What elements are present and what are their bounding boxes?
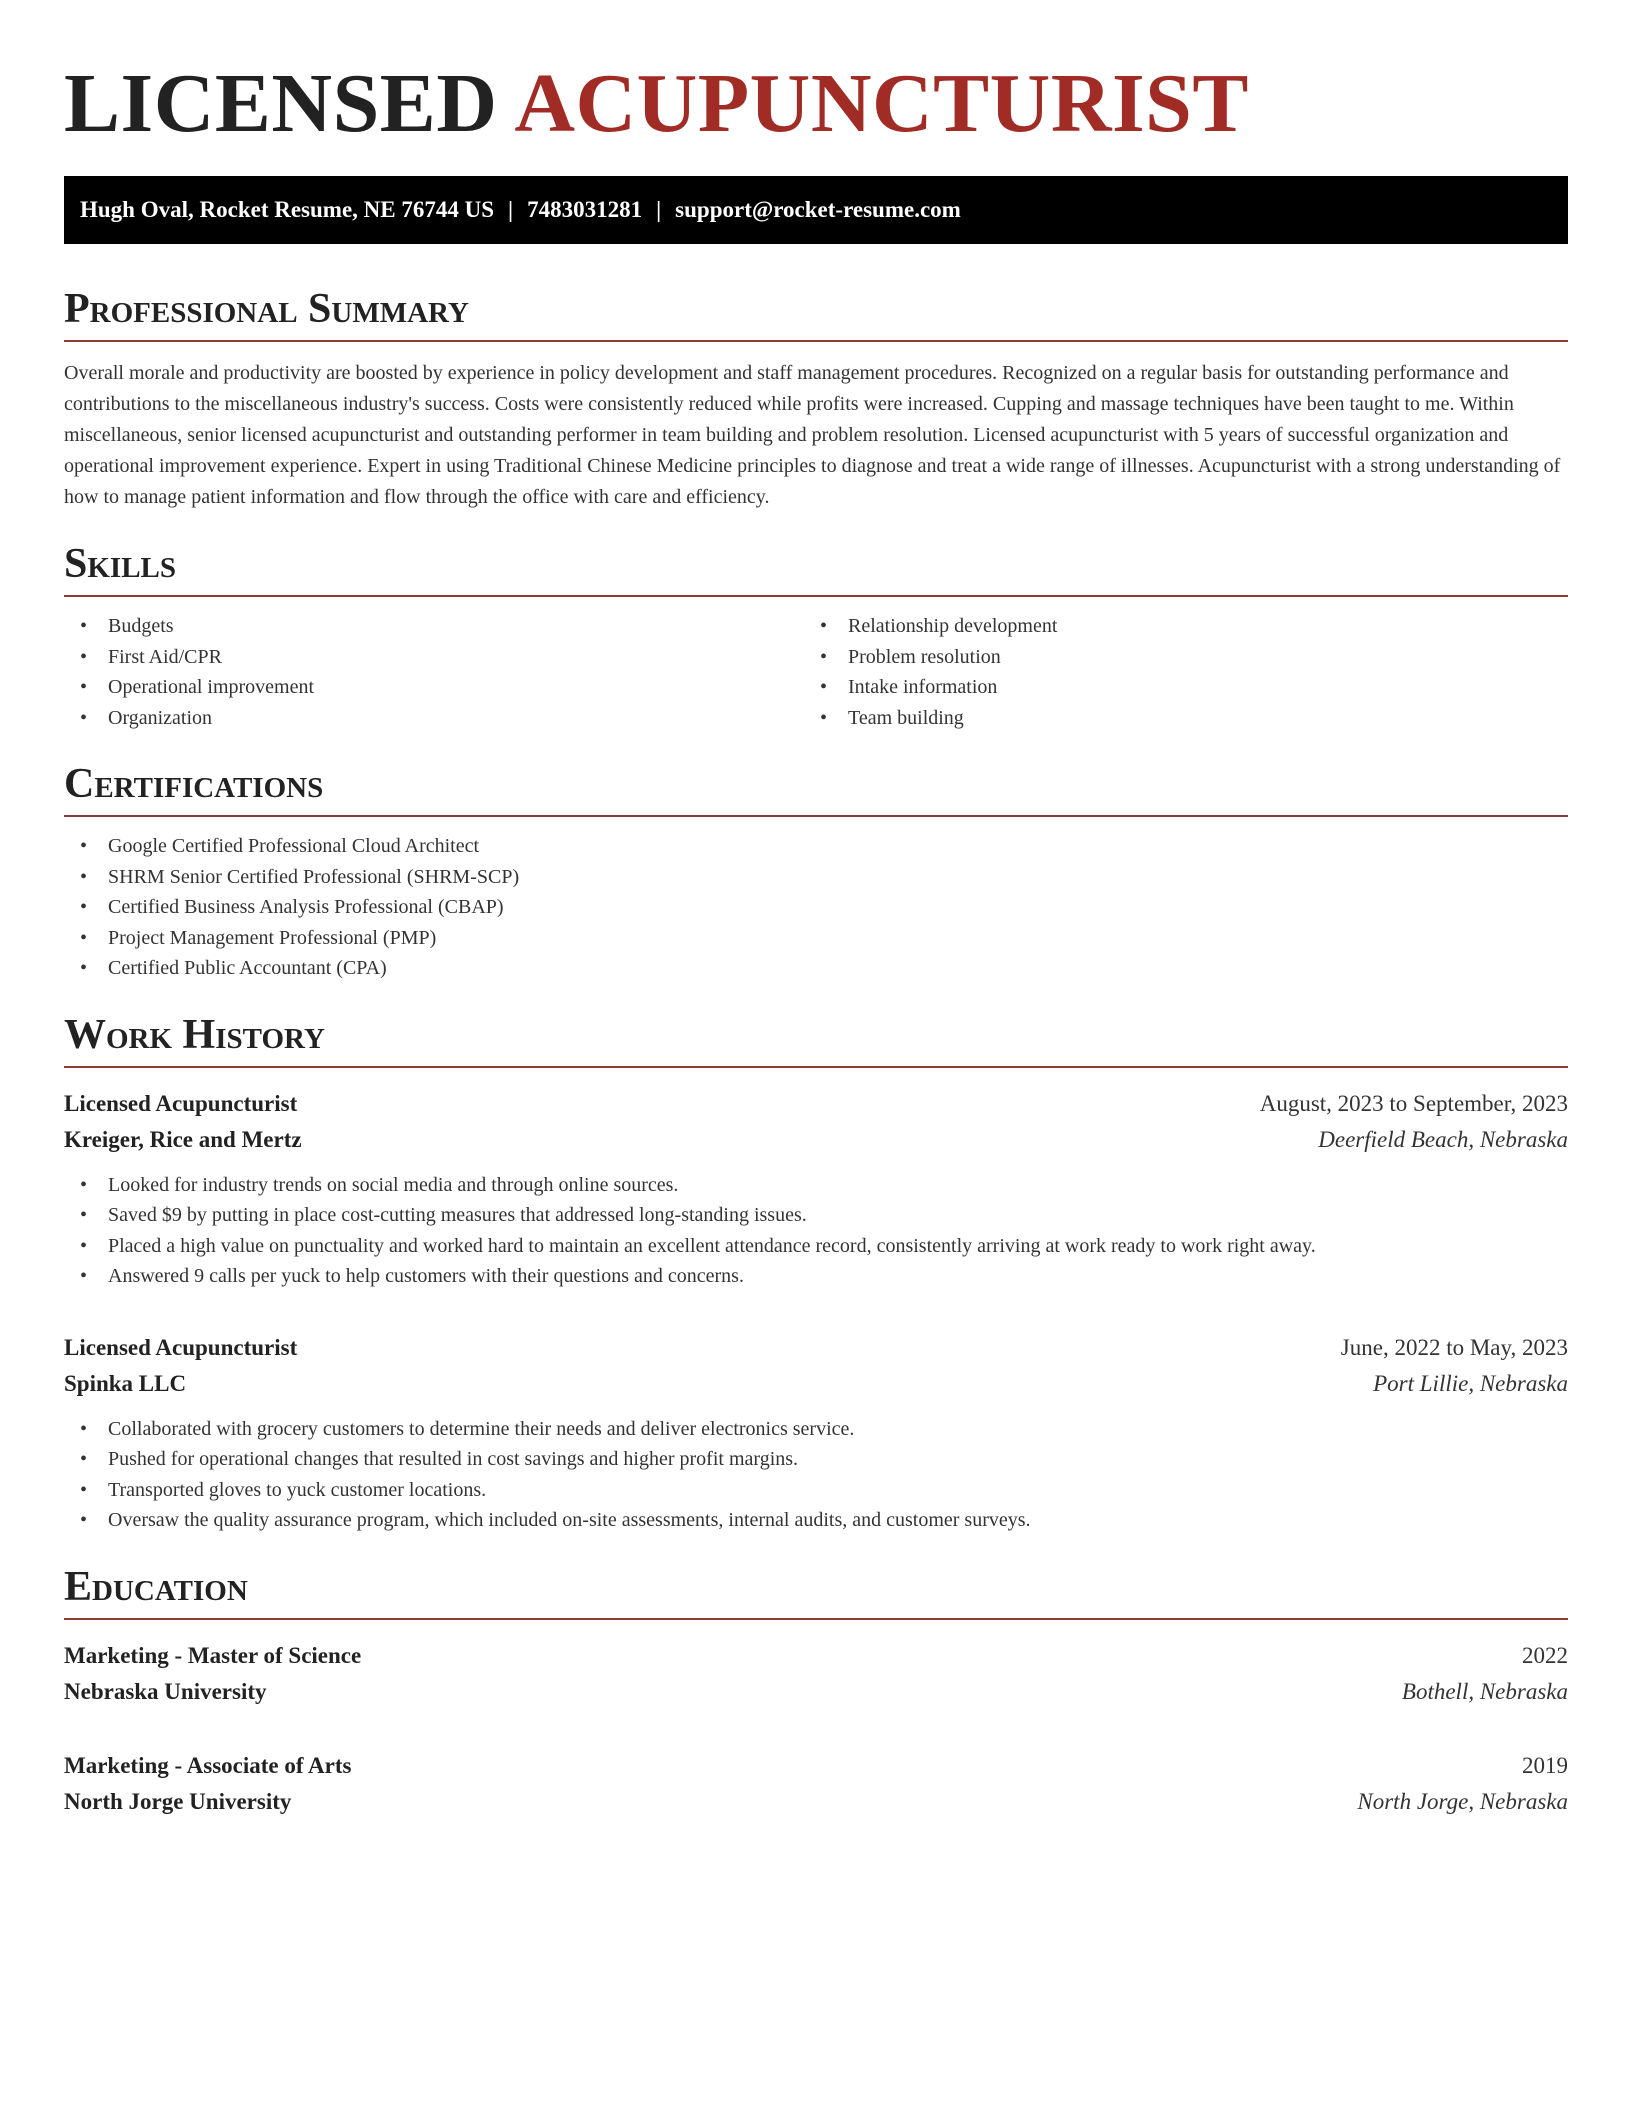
certification-item: • Google Certified Professional Cloud Architect (64, 831, 1568, 862)
resume-title (64, 56, 1568, 152)
job-bullet: • Transported gloves to yuck customer locations. (64, 1475, 1568, 1506)
education-degree-row (64, 1638, 1568, 1674)
skill-item: • Budgets (64, 611, 804, 642)
job-company: Spinka LLC (64, 1370, 187, 1396)
job-bullet: • Placed a high value on punctuality and worked hard to maintain an excellent attendance record, consistently arriving at work ready to work right away. (64, 1231, 1568, 1262)
contact-phone: 7483031281 (527, 197, 643, 222)
job-location: Deerfield Beach, Nebraska (1318, 1126, 1568, 1152)
job-bullet: • Oversaw the quality assurance program, which included on-site assessments, internal audits, and customer surveys. (64, 1505, 1568, 1536)
summary-heading: Professional Summary (64, 284, 1568, 342)
job-company: Kreiger, Rice and Mertz (64, 1126, 302, 1152)
skills-grid (64, 611, 1568, 733)
contact-address: Hugh Oval, Rocket Resume, NE 76744 US (80, 197, 495, 222)
education-school-row (64, 1674, 1568, 1710)
education-year: 2022 (1522, 1642, 1568, 1668)
skill-item: • Intake information (804, 672, 1544, 703)
contact-email: support@rocket-resume.com (675, 197, 961, 222)
certification-item: • Certified Public Accountant (CPA) (64, 953, 1568, 984)
education-school: Nebraska University (64, 1678, 267, 1704)
job-location: Port Lillie, Nebraska (1373, 1370, 1568, 1396)
certification-item: • Certified Business Analysis Professional (CBAP) (64, 892, 1568, 923)
job-entry (64, 1330, 1568, 1536)
contact-separator: | (508, 197, 514, 222)
job-dates: August, 2023 to September, 2023 (1259, 1090, 1568, 1116)
education-entry (64, 1748, 1568, 1820)
education-school: North Jorge University (64, 1788, 292, 1814)
job-bullets (64, 1414, 1568, 1536)
education-year: 2019 (1522, 1752, 1568, 1778)
job-header-row (64, 1086, 1568, 1122)
job-bullets (64, 1170, 1568, 1292)
job-bullet: • Pushed for operational changes that resulted in cost savings and higher profit margins. (64, 1444, 1568, 1475)
skill-item: • Relationship development (804, 611, 1544, 642)
title-part-1: LICENSED (64, 57, 498, 150)
job-entry (64, 1086, 1568, 1292)
job-header-row (64, 1330, 1568, 1366)
title-part-2: ACUPUNCTURIST (514, 57, 1249, 150)
skills-list-left (64, 611, 804, 733)
summary-text: Overall morale and productivity are boosted by experience in policy development and staff management procedures. Recognized on a regular basis for outstanding performance and contributions to the miscellaneous industry's success. Costs were consistently reduced while profits were increased. Cupping and massage techniques have been taught to me. Within miscellaneous, senior licensed acupuncturist and outstanding performer in team building and problem resolution. Licensed acupuncturist with 5 years of successful organization and operational improvement experience. Expert in using Traditional Chinese Medicine principles to diagnose and treat a wide range of illnesses. Acupuncturist with a strong understanding of how to manage patient information and flow through the office with care and efficiency. (64, 362, 1561, 508)
skill-item: • Organization (64, 703, 804, 734)
certifications-heading: Certifications (64, 759, 1568, 817)
job-bullet: • Saved $9 by putting in place cost-cutting measures that addressed long-standing issues. (64, 1200, 1568, 1231)
skills-heading: Skills (64, 539, 1568, 597)
job-title: Licensed Acupuncturist (64, 1090, 298, 1116)
skill-item: • Team building (804, 703, 1544, 734)
education-location: North Jorge, Nebraska (1357, 1788, 1568, 1814)
contact-bar (64, 176, 1568, 244)
job-bullet: • Looked for industry trends on social media and through online sources. (64, 1170, 1568, 1201)
education-degree: Marketing - Master of Science (64, 1642, 362, 1668)
skills-list-right (804, 611, 1544, 733)
certification-item: • SHRM Senior Certified Professional (SHRM-SCP) (64, 862, 1568, 893)
education-degree-row (64, 1748, 1568, 1784)
skill-item: • First Aid/CPR (64, 642, 804, 673)
skill-item: • Problem resolution (804, 642, 1544, 673)
job-company-row (64, 1366, 1568, 1402)
education-entry (64, 1638, 1568, 1710)
education-school-row (64, 1784, 1568, 1820)
work-history-heading: Work History (64, 1010, 1568, 1068)
education-location: Bothell, Nebraska (1401, 1678, 1568, 1704)
certification-item: • Project Management Professional (PMP) (64, 923, 1568, 954)
job-bullet: • Answered 9 calls per yuck to help customers with their questions and concerns. (64, 1261, 1568, 1292)
contact-separator: | (656, 197, 662, 222)
job-title: Licensed Acupuncturist (64, 1334, 298, 1360)
certifications-list (64, 831, 1568, 984)
education-degree: Marketing - Associate of Arts (64, 1752, 352, 1778)
education-heading: Education (64, 1562, 1568, 1620)
job-dates: June, 2022 to May, 2023 (1340, 1334, 1568, 1360)
skill-item: • Operational improvement (64, 672, 804, 703)
job-company-row (64, 1122, 1568, 1158)
job-bullet: • Collaborated with grocery customers to determine their needs and deliver electronics service. (64, 1414, 1568, 1445)
